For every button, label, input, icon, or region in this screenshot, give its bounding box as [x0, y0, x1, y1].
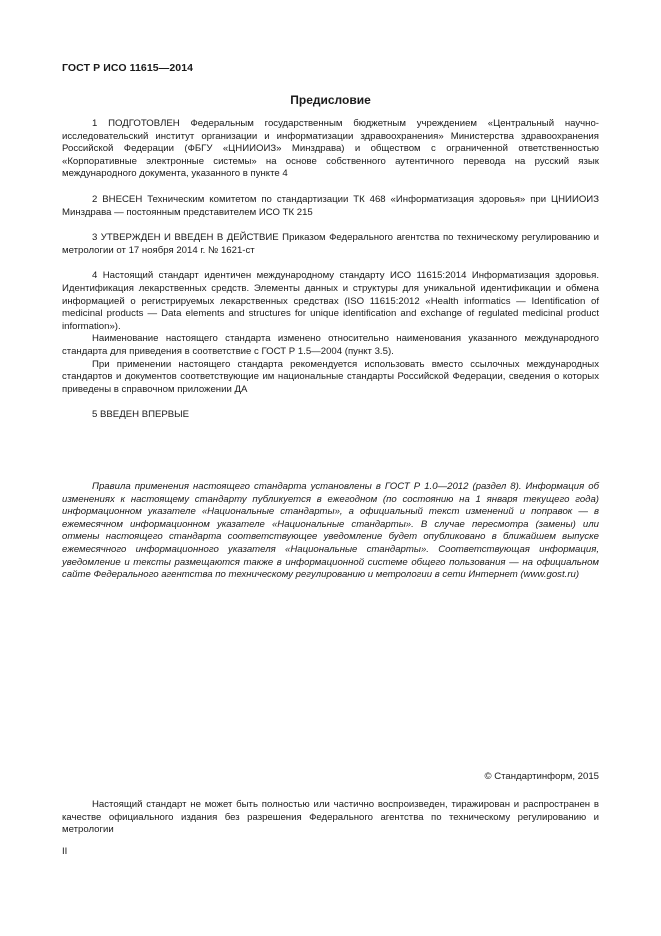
section-3: 3 УТВЕРЖДЕН И ВВЕДЕН В ДЕЙСТВИЕ Приказом Федерального агентства по техническому регулированию и метрологии от 17 ноября 2014 г. № 1621-ст	[62, 232, 599, 256]
section-4: 4 Настоящий стандарт идентичен международному стандарту ИСО 11615:2014 Информатизация здоровья. Идентификация лекарственных средств. Элементы данных и структуры для уникальной идентификации и обмена информацией о регистрируемых лекарственных средствах (ISO 11615:2012 «Health informatics — Identification of medicinal products — Data elements and structures for unique identification and exchange of regulated medicinal product information»).	[62, 270, 599, 332]
italic-notice: Правила применения настоящего стандарта установлены в ГОСТ Р 1.0—2012 (раздел 8). Информация об изменениях к настоящему стандарту публикуется в ежегодном (по состоянию на 1 января текущего года) информационном указателе «Национальные стандарты», а официальный текст изменений и поправок — в ежемесячном информационном указателе «Национальные стандарты». В случае пересмотра (замены) или отмены настоящего стандарта соответствующее уведомление будет опубликовано в ближайшем выпуске ежемесячного информационного указателя «Национальные стандарты». Соответствующая информация, уведомление и тексты размещаются также в информационной системе общего пользования — на официальном сайте Федерального агентства по техническому регулированию и метрологии в сети Интернет (www.gost.ru)	[62, 481, 599, 581]
section-4-application: При применении настоящего стандарта рекомендуется использовать вместо ссылочных международных стандартов и документов соответствующие им национальные стандарты Российской Федерации, сведения о которых приведены в справочном приложении ДА	[62, 358, 599, 395]
preface-body	[62, 118, 599, 422]
section-5: 5 ВВЕДЕН ВПЕРВЫЕ	[92, 409, 190, 421]
page-title: Предисловие	[290, 93, 371, 107]
section-4-name-change: Наименование настоящего стандарта изменено относительно наименования указанного международного стандарта для приведения в соответствие с ГОСТ Р 1.5—2004 (пункт 3.5).	[62, 333, 599, 357]
reproduction-notice: Настоящий стандарт не может быть полностью или частично воспроизведен, тиражирован и распространен в качестве официального издания без разрешения Федерального агентства по техническому регулированию и метрологии	[62, 799, 599, 836]
copyright: © Стандартинформ, 2015	[484, 771, 599, 782]
section-2: 2 ВНЕСЕН Техническим комитетом по стандартизации ТК 468 «Информатизация здоровья» при ЦНИИОИЗ Минздрава — постоянным представителем ИСО ТК 215	[62, 193, 599, 218]
document-header: ГОСТ Р ИСО 11615—2014	[62, 62, 194, 74]
section-1: 1 ПОДГОТОВЛЕН Федеральным государственным бюджетным учреждением «Центральный научно-исследовательский институт организации и информатизации здравоохранения» Министерства здравоохранения Российской Федерации (ФБГУ «ЦНИИОИЗ» Минздрава) и обществом с ограниченной ответственностью «Корпоративные электронные системы» на основе собственного аутентичного перевода на русский язык международного документа, указанного в пункте 4	[62, 118, 599, 180]
page-number: II	[62, 846, 68, 857]
